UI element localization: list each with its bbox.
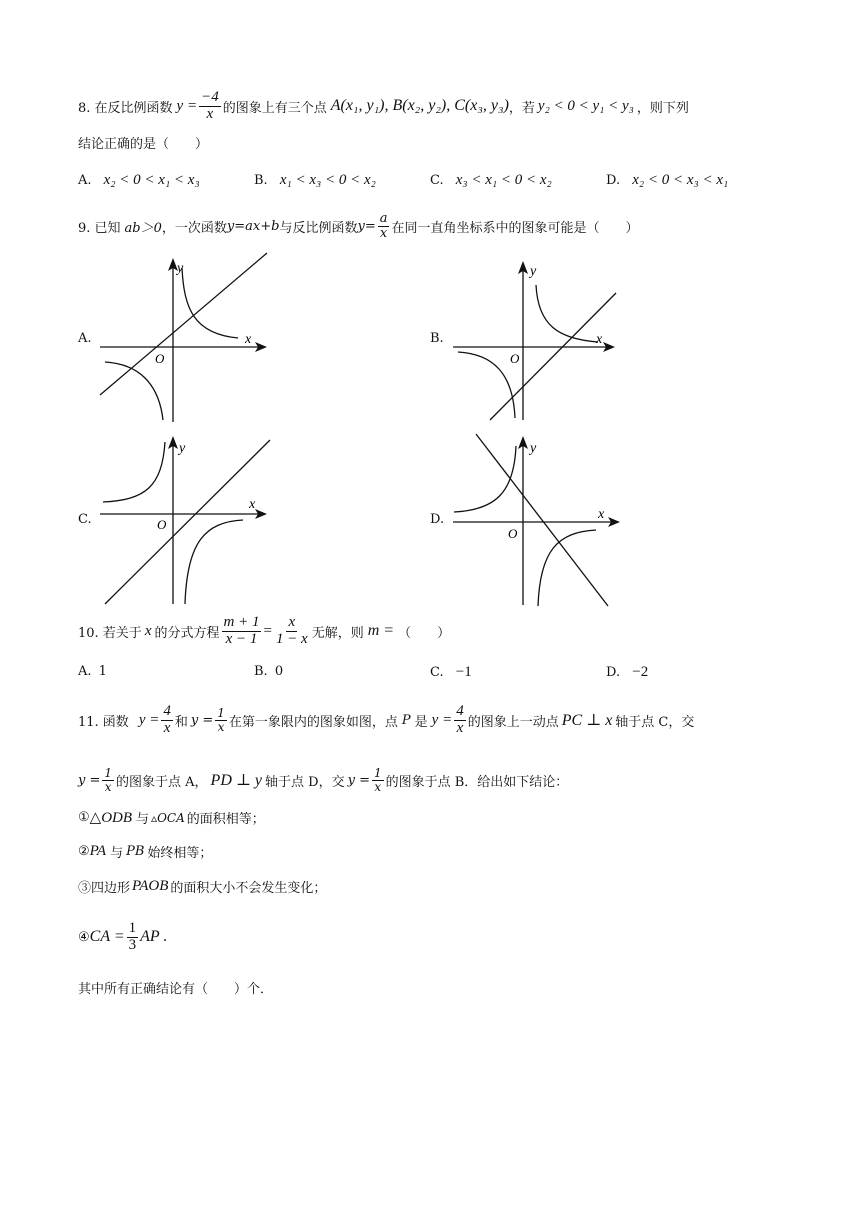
q11-c2-b: PB	[126, 844, 145, 859]
q10-option-a[interactable]	[78, 664, 107, 679]
q10-stem	[78, 609, 450, 653]
q11-line1	[78, 696, 694, 744]
q8-option-d-text: x₂ < 0 < x₃ < x₁	[632, 172, 729, 188]
q9-option-c-label[interactable]: C.	[78, 512, 92, 527]
q11-c4-den: 3	[128, 936, 137, 953]
q9-stem-suffix: 在同一直角坐标系中的图象可能是（ ）	[391, 220, 639, 236]
q11-c4-fraction	[127, 921, 139, 954]
q9-inv-num: a	[379, 210, 388, 226]
q11-is: 是	[414, 714, 428, 730]
q11-c1-tri1: △ODB	[89, 810, 133, 826]
q11-line2-suffix: 的图象于点 B．给出如下结论：	[385, 774, 569, 790]
q11-c4-rhs: AP .	[140, 928, 168, 945]
origin-label: O	[157, 517, 167, 532]
q10-option-a-text: 1	[98, 664, 107, 679]
q10-lhs-num: m + 1	[223, 613, 260, 630]
q8-points: A(x₁, y₁), B(x₂, y₂), C(x₃, y₃)	[330, 97, 509, 114]
q11-c2-suffix: 始终相等；	[147, 846, 213, 861]
q8-option-b-label: B.	[254, 173, 268, 188]
y-axis-label: y	[177, 261, 184, 276]
q11-conclusion-2	[78, 842, 212, 861]
q10-paren: （ ）	[398, 625, 451, 641]
q8-option-b-text: x₁ < x₃ < 0 < x₂	[279, 172, 376, 188]
q9-stem-prefix: 9. 已知	[78, 220, 121, 236]
q10-option-c-label: C.	[430, 665, 444, 680]
q8-option-b[interactable]	[254, 172, 376, 189]
q8-option-a[interactable]	[78, 172, 200, 189]
origin-label: O	[510, 351, 520, 366]
q8-option-c-text: x₃ < x₁ < 0 < x₂	[455, 172, 552, 188]
y-axis-label: y	[530, 441, 537, 456]
q8-option-c[interactable]	[430, 172, 552, 189]
q10-option-d-text: −2	[632, 664, 649, 680]
q11-c4-prefix: ④	[78, 929, 90, 945]
q8-option-a-text: x₂ < 0 < x₁ < x₃	[103, 172, 200, 188]
q11-l2-f-num: 1	[104, 765, 113, 780]
q11-f1-lhs: y =	[138, 711, 160, 728]
q9-graph-a[interactable]	[95, 250, 275, 425]
hyperbola-branch-q1	[536, 285, 598, 342]
q10-lhs-fraction	[222, 615, 262, 648]
q11-c3-suffix: 的面积大小不会发生变化；	[170, 881, 327, 896]
q11-and: 和	[174, 714, 188, 730]
q11-l2-f-lhs: y =	[78, 772, 101, 788]
q11-c2-prefix: ②	[78, 844, 90, 859]
q11-l2-f2-lhs: y =	[347, 772, 370, 788]
hyperbola-branch-q2	[454, 446, 516, 512]
q11-conclusion-1	[78, 808, 265, 827]
q8-cond-prefix: ，若	[508, 100, 535, 116]
q11-f3-fraction	[454, 704, 466, 737]
q10-option-b-text: 0	[274, 664, 284, 679]
q8-fn-lhs: y =	[176, 97, 198, 114]
q11-c3-prefix: ③四边形	[78, 881, 131, 896]
q11-l2-f-fraction	[102, 767, 114, 793]
q9-stem	[78, 204, 639, 248]
q11-f3-den: x	[456, 719, 464, 736]
q11-line2-mid: 的图象于点 A，	[116, 774, 208, 790]
q8-stem-mid: 的图象上有三个点	[222, 100, 327, 116]
q10-var: x	[144, 622, 152, 639]
hyperbola-branch-q1	[182, 268, 238, 338]
q8-option-d[interactable]	[606, 172, 728, 189]
linear-function-line	[476, 434, 608, 606]
q11-point-p: P	[401, 712, 411, 728]
q10-option-d-label: D.	[606, 665, 621, 680]
q11-c1-mid: 与	[136, 812, 150, 827]
q8-stem-suffix: ，则下列	[636, 100, 689, 116]
q11-f2-fraction	[215, 707, 227, 733]
hyperbola-branch-q3	[105, 362, 163, 420]
q9-graph-b[interactable]	[448, 255, 623, 425]
q9-cond: ab＞0	[124, 220, 162, 236]
q10-rhs-den: 1 − x	[275, 630, 308, 647]
q11-f2-lhs: y =	[190, 712, 214, 728]
q10-option-c-text: −1	[455, 664, 472, 680]
q11-f2-num: 1	[217, 705, 225, 720]
q11-line1-mid: 在第一象限内的图象如图，点	[228, 714, 398, 730]
linear-function-line	[100, 253, 267, 395]
q9-inv-den: x	[379, 225, 388, 241]
q8-line2: 结论正确的是（ ）	[78, 137, 209, 152]
q11-line1-mid2: 的图象上一动点	[467, 714, 559, 730]
q11-f3-num: 4	[456, 702, 464, 719]
q9-option-a-label[interactable]: A.	[78, 331, 92, 346]
q11-conclusion-3	[78, 877, 326, 896]
q10-stem-suffix: 无解，则	[311, 625, 364, 641]
q11-line2	[78, 758, 568, 802]
q9-inv-lhs: y=	[357, 218, 376, 234]
q11-final: 其中所有正确结论有（ ）个．	[78, 982, 274, 997]
q10-target: m =	[367, 622, 395, 639]
q11-c1-tri2: ▵OCA	[151, 810, 185, 825]
q11-c4-num: 1	[128, 919, 137, 936]
q10-option-b-label: B.	[254, 664, 268, 679]
q11-f1-fraction	[161, 704, 173, 737]
q10-option-a-label: A.	[78, 664, 92, 679]
q11-c4-lhs: CA =	[89, 928, 125, 945]
q10-option-c[interactable]	[430, 664, 472, 681]
q11-l2-f-den: x	[104, 779, 112, 794]
q9-stem-mid2: 与反比例函数	[279, 220, 358, 236]
q11-c3-quad: PAOB	[132, 878, 169, 894]
q11-line1-suffix: 轴于点 C，交	[615, 714, 695, 730]
q8-fn-num: −4	[201, 88, 219, 105]
q9-option-b-label[interactable]: B.	[430, 331, 444, 346]
q11-l2-f2-num: 1	[373, 765, 382, 780]
x-axis-label: x	[245, 332, 252, 347]
q11-c1-prefix: ①	[78, 810, 90, 825]
q9-stem-mid1: ，一次函数	[161, 220, 227, 236]
q8-fn-fraction	[199, 90, 221, 123]
q10-rhs-num: x	[288, 613, 296, 630]
q10-rhs-fraction	[274, 615, 310, 648]
q11-pd-perp: PD ⊥ y	[210, 772, 263, 789]
y-axis-label: y	[530, 264, 537, 279]
q8-line1	[78, 84, 689, 128]
origin-label: O	[155, 351, 165, 366]
hyperbola-branch-q4	[185, 520, 243, 604]
q8-option-d-label: D.	[606, 173, 621, 188]
q11-l2-f2-den: x	[374, 779, 382, 794]
q11-c2-mid: 与	[110, 846, 124, 861]
q11-line2-mid2: 轴于点 D，交	[265, 774, 345, 790]
origin-label: O	[508, 526, 518, 541]
linear-function-line	[490, 293, 616, 420]
q9-option-d-label[interactable]: D.	[430, 512, 445, 527]
hyperbola-branch-q3	[458, 352, 515, 418]
q8-option-a-label: A.	[78, 173, 92, 188]
q11-c1-suffix: 的面积相等；	[186, 812, 265, 827]
q11-conclusion-4	[78, 914, 167, 960]
q9-inv-fraction	[378, 212, 390, 240]
q10-lhs-den: x − 1	[225, 630, 258, 647]
q11-line1-prefix: 11. 函数	[78, 714, 129, 730]
x-axis-label: x	[598, 507, 605, 522]
q11-pc-perp: PC ⊥ x	[561, 712, 613, 729]
q11-f1-den: x	[163, 719, 171, 736]
q9-graph-d[interactable]	[448, 430, 628, 608]
q8-condition: y₂ < 0 < y₁ < y₃	[537, 97, 634, 114]
x-axis-label: x	[249, 497, 256, 512]
q10-eq: =	[263, 622, 272, 639]
q10-option-b[interactable]	[254, 664, 283, 679]
q11-f2-den: x	[217, 719, 225, 734]
q8-fn-den: x	[206, 105, 214, 122]
q8-stem-prefix: 8. 在反比例函数	[78, 100, 173, 116]
y-axis-label: y	[179, 441, 186, 456]
hyperbola-branch-q2	[103, 442, 165, 502]
hyperbola-branch-q4	[538, 530, 596, 606]
q10-stem-prefix: 10. 若关于	[78, 625, 142, 641]
q10-option-d[interactable]	[606, 664, 648, 681]
q9-graph-c[interactable]	[95, 432, 275, 607]
q9-linear: y=ax+b	[226, 218, 280, 234]
q11-c2-a: PA	[89, 843, 107, 859]
q11-l2-f2-fraction	[372, 767, 384, 793]
q10-stem-mid: 的分式方程	[154, 625, 220, 641]
q8-option-c-label: C.	[430, 173, 444, 188]
q11-f1-num: 4	[163, 702, 171, 719]
q11-f3-lhs: y =	[431, 711, 453, 728]
x-axis-label: x	[596, 332, 603, 347]
